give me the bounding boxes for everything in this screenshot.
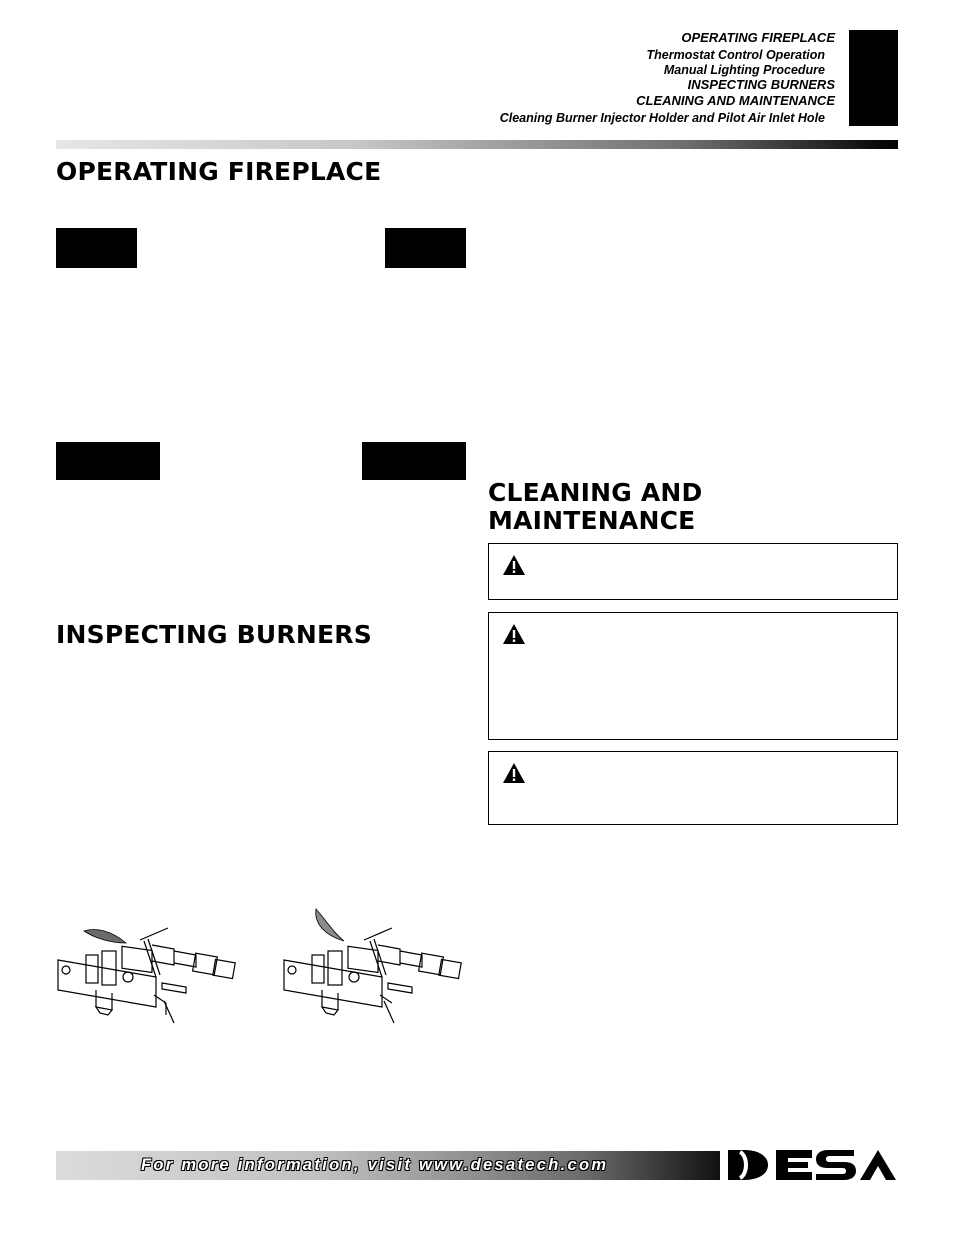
pilot-flame-figure-incorrect xyxy=(282,905,467,1025)
header-line-operating-fireplace: OPERATING FIREPLACE xyxy=(681,30,835,45)
warning-box xyxy=(488,612,898,740)
black-label-block xyxy=(362,442,466,480)
black-label-block xyxy=(385,228,466,268)
header-line-cleaning: CLEANING AND MAINTENANCE xyxy=(636,93,835,108)
warning-triangle-icon xyxy=(502,623,526,645)
black-label-block xyxy=(56,228,137,268)
warning-triangle-icon xyxy=(502,554,526,576)
section-title-cleaning-line2: MAINTENANCE xyxy=(488,506,696,535)
header-line-inspecting-burners: INSPECTING BURNERS xyxy=(687,77,835,92)
header-rule xyxy=(56,140,898,149)
section-title-inspecting-burners: INSPECTING BURNERS xyxy=(56,620,372,649)
header-line-injector-holder: Cleaning Burner Injector Holder and Pilot Air Inlet Hole xyxy=(499,111,825,125)
footer-website-text: For more information, visit www.desatech.com xyxy=(141,1156,609,1174)
pilot-flame-figure-correct xyxy=(56,915,241,1025)
section-title-operating-fireplace: OPERATING FIREPLACE xyxy=(56,157,382,186)
desa-logo xyxy=(726,1146,898,1184)
warning-triangle-icon xyxy=(502,762,526,784)
section-title-cleaning-line1: CLEANING AND xyxy=(488,478,703,507)
header-line-thermostat: Thermostat Control Operation xyxy=(646,48,825,62)
header-line-manual-lighting: Manual Lighting Procedure xyxy=(663,63,825,77)
warning-box xyxy=(488,751,898,825)
warning-box xyxy=(488,543,898,600)
black-label-block xyxy=(56,442,160,480)
page-tab-marker xyxy=(849,30,898,126)
